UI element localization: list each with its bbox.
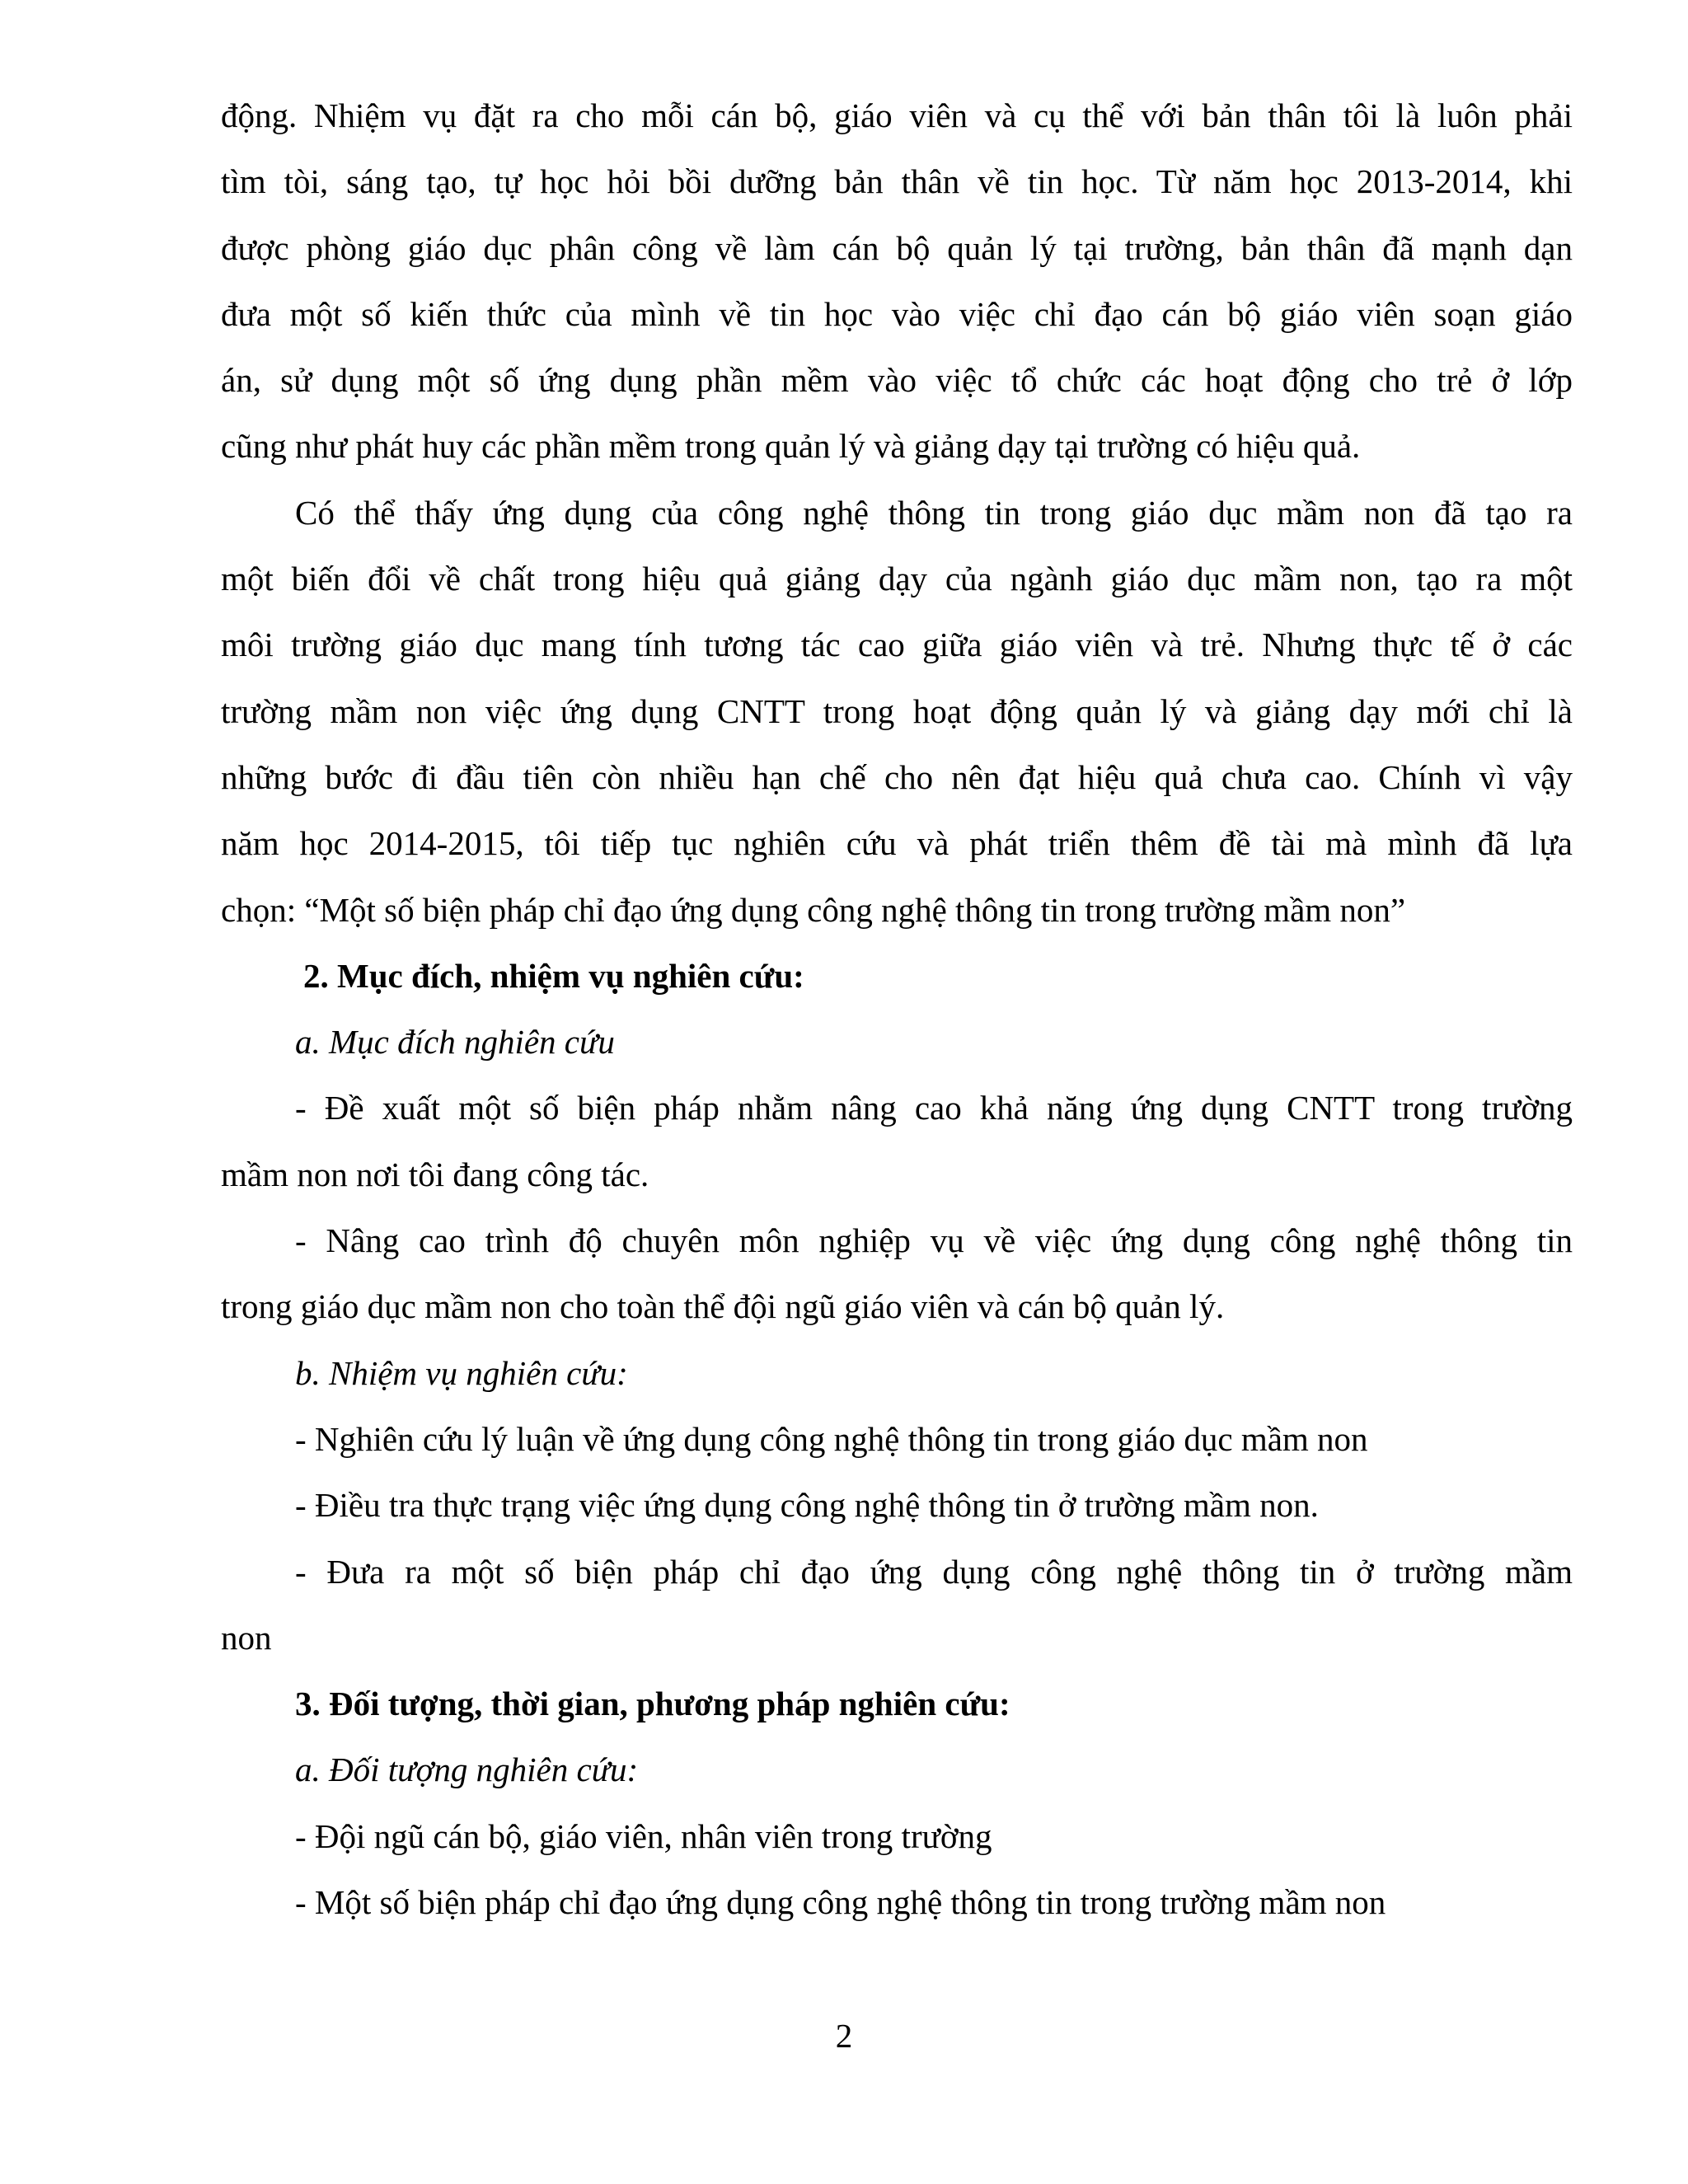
text-line: - Nâng cao trình độ chuyên môn nghiệp vụ về việc ứng dụng công nghệ thông tin	[295, 1221, 1573, 1260]
text-line: Có thể thấy ứng dụng của công nghệ thông tin trong giáo dục mầm non đã tạo ra	[295, 493, 1573, 532]
task-item-2: - Điều tra thực trạng việc ứng dụng công nghệ thông tin ở trường mầm non.	[295, 1486, 1319, 1525]
task-item-1: - Nghiên cứu lý luận về ứng dụng công nghệ thông tin trong giáo dục mầm non	[295, 1419, 1368, 1458]
text-line: trường mầm non việc ứng dụng CNTT trong hoạt động quản lý và giảng dạy mới chỉ là	[221, 691, 1573, 730]
text-line: đưa một số kiến thức của mình về tin học vào việc chỉ đạo cán bộ giáo viên soạn giáo	[221, 294, 1573, 333]
text-line: non	[221, 1618, 272, 1657]
text-line: những bước đi đầu tiên còn nhiều hạn chế cho nên đạt hiệu quả chưa cao. Chính vì vậy	[221, 757, 1573, 796]
object-item-1: - Đội ngũ cán bộ, giáo viên, nhân viên trong trường	[295, 1816, 992, 1855]
text-line: được phòng giáo dục phân công về làm cán bộ quản lý tại trường, bản thân đã mạnh dạn	[221, 228, 1573, 267]
paragraph-intro-continued	[221, 91, 1573, 488]
object-item-2: - Một số biện pháp chỉ đạo ứng dụng công nghệ thông tin trong trường mầm non	[295, 1883, 1386, 1922]
subsection-title-objects: a. Đối tượng nghiên cứu:	[295, 1750, 639, 1789]
text-line: mầm non nơi tôi đang công tác.	[221, 1155, 649, 1193]
purpose-item-2	[221, 1216, 1573, 1348]
text-line: môi trường giáo dục mang tính tương tác cao giữa giáo viên và trẻ. Nhưng thực tế ở các	[221, 626, 1573, 664]
text-line: chọn: “Một số biện pháp chỉ đạo ứng dụng công nghệ thông tin trong trường mầm non”	[221, 890, 1406, 929]
text-line: trong giáo dục mầm non cho toàn thể đội ngũ giáo viên và cán bộ quản lý.	[221, 1287, 1225, 1326]
paragraph-ict-impact	[221, 488, 1573, 951]
text-line: án, sử dụng một số ứng dụng phần mềm vào việc tổ chức các hoạt động cho trẻ ở lớp	[221, 361, 1573, 400]
text-line: cũng như phát huy các phần mềm trong quản lý và giảng dạy tại trường có hiệu quả.	[221, 427, 1361, 466]
document-body	[221, 91, 1573, 1943]
text-line: - Đưa ra một số biện pháp chỉ đạo ứng dụng công nghệ thông tin ở trường mầm	[295, 1552, 1573, 1591]
text-line: năm học 2014-2015, tôi tiếp tục nghiên cứu và phát triển thêm đề tài mà mình đã lựa	[221, 824, 1573, 863]
purpose-item-1	[221, 1083, 1573, 1216]
text-line: tìm tòi, sáng tạo, tự học hỏi bồi dưỡng bản thân về tin học. Từ năm học 2013-2014, khi	[221, 162, 1573, 201]
section-heading-2: 2. Mục đích, nhiệm vụ nghiên cứu:	[303, 956, 804, 995]
task-item-3	[221, 1547, 1573, 1680]
subsection-title-tasks: b. Nhiệm vụ nghiên cứu:	[295, 1353, 628, 1392]
text-line: một biến đổi về chất trong hiệu quả giảng dạy của ngành giáo dục mầm non, tạo ra một	[221, 560, 1573, 598]
section-heading-3: 3. Đối tượng, thời gian, phương pháp nghiên cứu:	[295, 1685, 1010, 1723]
subsection-title-purpose: a. Mục đích nghiên cứu	[295, 1023, 615, 1062]
page-number: 2	[835, 2017, 853, 2055]
text-line: động. Nhiệm vụ đặt ra cho mỗi cán bộ, giáo viên và cụ thể với bản thân tôi là luôn phải	[221, 96, 1573, 134]
text-line: - Đề xuất một số biện pháp nhằm nâng cao khả năng ứng dụng CNTT trong trường	[295, 1089, 1573, 1127]
